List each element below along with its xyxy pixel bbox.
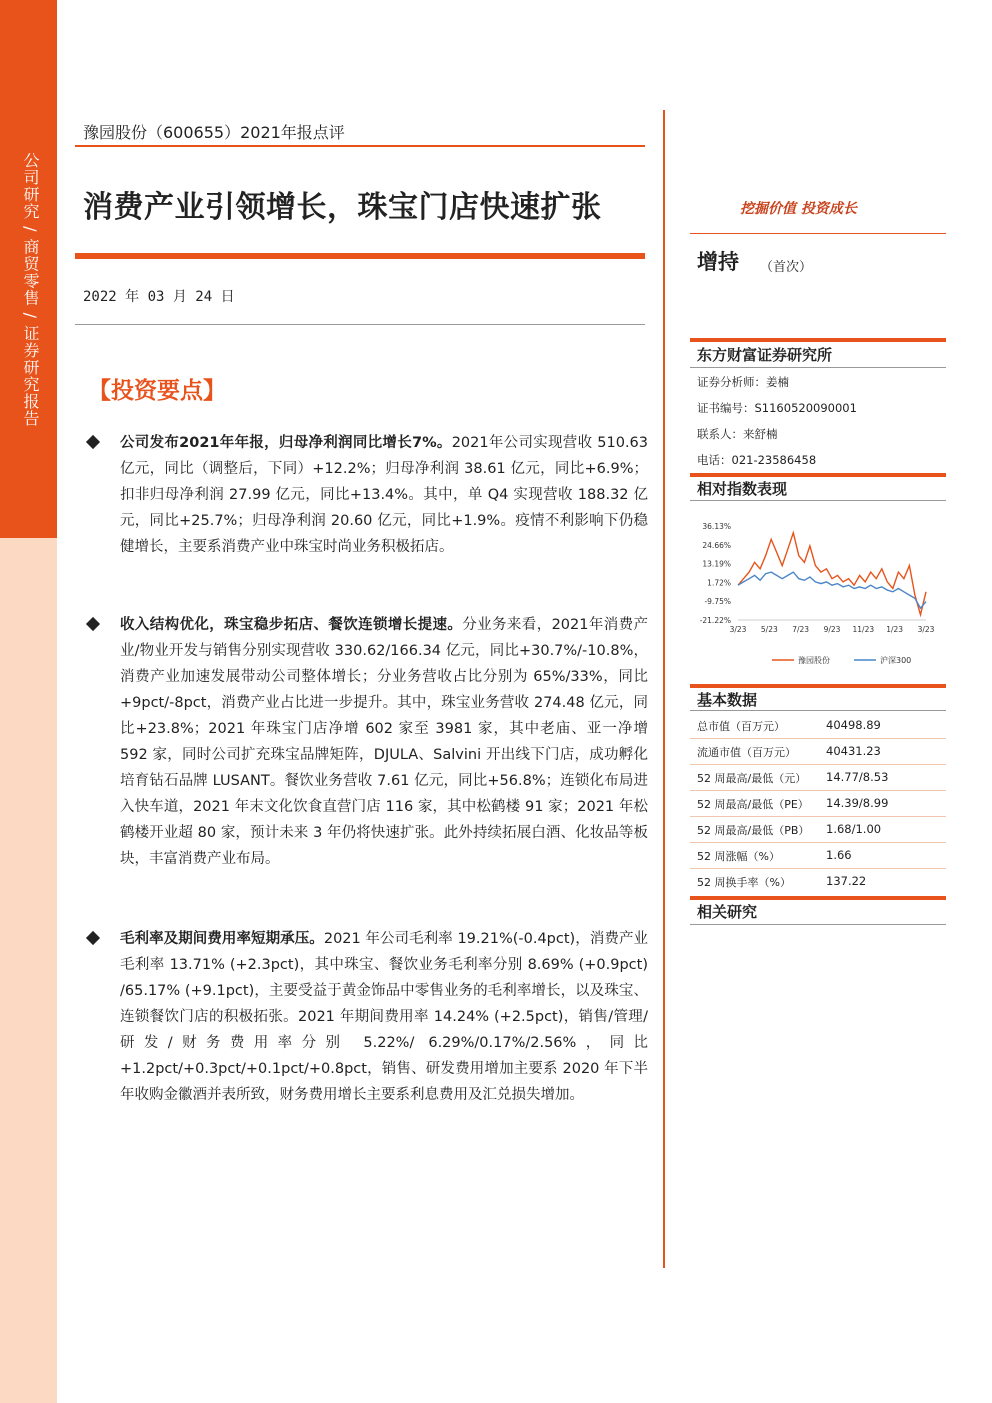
basic-rule (690, 684, 946, 688)
slogan: 挖掘价值 投资成长 (740, 201, 857, 217)
basic-data-divider (690, 738, 946, 739)
page-title: 消费产业引领增长，珠宝门店快速扩张 (83, 190, 602, 225)
y-tick-label: -21.22% (699, 616, 731, 625)
rating-note: （首次） (760, 260, 813, 275)
basic-title: 基本数据 (697, 691, 758, 709)
y-tick-label: 13.19% (702, 559, 731, 569)
institute-name: 东方财富证券研究所 (697, 346, 833, 364)
x-tick-label: 7/23 (792, 625, 810, 634)
bullet-text: 2021 年公司毛利率 19.21%(-0.4pct)，消费产业毛利率 13.71% (+2.3pct)，其中珠宝、餐饮业务毛利率分别 8.69% (+0.9pct) /65.17% (+9.1pct)，主要受益于黄金饰品中零售业务的毛利率增长，以及珠宝、连锁餐饮门店的积极拓张。2021 年期间费用率 14.24% (+2.5pct)，销售/管理/研发/财务费用率分别 5.22%/ 6.29%/0.17%/2.56%，同比+1.2pct/+0.3pct/+0.1pct/+0.8pct，销售、研发费用增加主要系 2020 年下半年收购金徽酒并表所致，财务费用增长主要系利息费用及汇兑损失增加。 (120, 931, 649, 1103)
basic-data-divider (690, 790, 946, 791)
basic-data-value: 1.66 (826, 848, 852, 862)
basic-data-divider (690, 764, 946, 765)
bullet-lead: 收入结构优化，珠宝稳步拓店、餐饮连锁增长提速。 (120, 617, 463, 633)
basic-data-divider (690, 816, 946, 817)
contact: 联系人：来舒楠 (697, 427, 778, 441)
analyst: 证券分析师：姜楠 (697, 375, 789, 389)
basic-data-value: 1.68/1.00 (826, 822, 882, 836)
basic-data-label: 52 周最高/最低（PB） (697, 824, 810, 837)
x-tick-label: 11/23 (852, 625, 875, 634)
x-tick-label: 5/23 (760, 625, 778, 634)
basic-data-label: 52 周换手率（%） (697, 876, 791, 889)
y-tick-label: 24.66% (702, 540, 731, 550)
x-tick-label: 3/23 (729, 625, 747, 634)
title-rule (75, 253, 645, 259)
basic-data-value: 40431.23 (826, 744, 881, 758)
date-rule (75, 324, 645, 325)
y-tick-label: 1.72% (707, 578, 731, 588)
header-rule (75, 145, 645, 147)
bullet-item (88, 430, 648, 560)
bullet-text: 2021年公司实现营收 510.63 亿元，同比（调整后，下同）+12.2%；归母净利润 38.61 亿元，同比+6.9%；扣非归母净利润 27.99 亿元，同比+13.4%。其中，单 Q4 实现营收 188.32 亿元，同比+25.7%；归母净利润 20.60 亿元，同比+1.9%。疫情不利影响下仍稳健增长，主要系消费产业中珠宝时尚业务积极拓店。 (120, 435, 648, 555)
diamond-bullet-icon (86, 931, 100, 945)
x-tick-label: 9/23 (823, 625, 841, 634)
report-type: 豫园股份（600655）2021年报点评 (83, 123, 345, 142)
basic-data-value: 14.77/8.53 (826, 770, 889, 784)
bullet-lead: 公司发布2021年年报，归母净利润同比增长7%。 (120, 435, 452, 451)
related-rule (690, 896, 946, 900)
y-tick-label: 36.13% (702, 522, 731, 531)
diamond-bullet-icon (86, 617, 100, 631)
perf-title: 相对指数表现 (697, 480, 788, 498)
relative-performance-chart (690, 510, 946, 670)
x-tick-label: 1/23 (886, 625, 904, 634)
basic-subrule (690, 710, 946, 711)
basic-data-label: 52 周涨幅（%） (697, 850, 780, 863)
basic-data-label: 总市值（百万元） (697, 720, 785, 733)
rating: 增持 (697, 250, 739, 274)
sidebar-light (0, 538, 57, 1403)
basic-data-label: 流通市值（百万元） (697, 746, 796, 759)
y-tick-label: -9.75% (704, 597, 731, 607)
bullet-text: 分业务来看，2021年消费产业/物业开发与销售分别实现营收 330.62/166.34 亿元，同比+30.7%/-10.8%，消费产业加速发展带动公司整体增长；分业务营收占比分别为 65%/33%，同比+9pct/-8pct，消费产业占比进一步提升。其中，珠宝业务营收 274.48 亿元，同比+23.8%；2021 年珠宝门店净增 602 家至 3981 家，其中老庙、亚一净增 592 家，同时公司扩充珠宝品牌矩阵，DJULA、Salvini 开出线下门店，成功孵化培育钻石品牌 LUSANT。餐饮业务营收 7.61 亿元，同比+56.8%；连锁化布局进入快车道，2021 年末文化饮食直营门店 116 家，其中松鹤楼 91 家；2021 年松鹤楼开业超 80 家，预计未来 3 年仍将快速扩张。此外持续拓展白酒、化妆品等板块，丰富消费产业布局。 (120, 617, 648, 867)
basic-data-label: 52 周最高/最低（PE） (697, 798, 809, 811)
slogan-rule (690, 233, 946, 234)
basic-data-value: 137.22 (826, 874, 867, 888)
basic-data-label: 52 周最高/最低（元） (697, 772, 807, 785)
related-title: 相关研究 (697, 903, 758, 921)
panel-rule (690, 338, 946, 342)
column-divider (663, 110, 665, 1268)
section-title: 【投资要点】 (88, 378, 226, 404)
x-tick-label: 3/23 (917, 625, 935, 634)
cert-number: 证书编号：S1160520090001 (697, 401, 857, 415)
diamond-bullet-icon (86, 435, 100, 449)
institute-rule (690, 367, 946, 368)
legend-label: 沪深300 (880, 656, 912, 665)
related-subrule (690, 924, 946, 925)
bullet-item (88, 926, 648, 1108)
perf-subrule (690, 500, 946, 501)
perf-rule (690, 473, 946, 477)
basic-data-divider (690, 868, 946, 869)
sidebar-category-label: 公司研究 / 商贸零售 / 证券研究报告 (21, 152, 40, 428)
legend-label: 豫园股份 (798, 656, 830, 665)
basic-data-value: 14.39/8.99 (826, 796, 889, 810)
phone: 电话：021-23586458 (697, 453, 817, 467)
bullet-item (88, 612, 648, 872)
basic-data-value: 40498.89 (826, 718, 881, 732)
bullet-lead: 毛利率及期间费用率短期承压。 (120, 931, 324, 947)
basic-data-divider (690, 842, 946, 843)
report-date: 2022 年 03 月 24 日 (83, 289, 235, 305)
